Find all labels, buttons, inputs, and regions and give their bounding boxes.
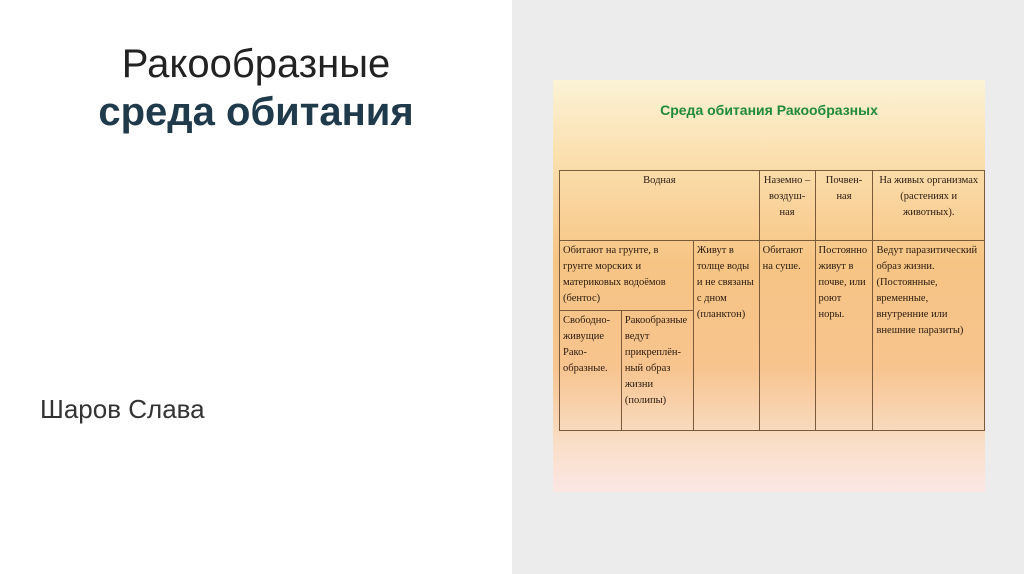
cell-soil: Постоянно живут в почве, или роют норы. (815, 241, 873, 431)
slide-title-line2: среда обитания (98, 90, 414, 134)
header-on-organisms: На живых организмах (растениях и животных). (873, 171, 985, 241)
author-name: Шаров Слава (40, 394, 205, 424)
cell-free-living: Свободно-живущие Рако-образные. (560, 311, 622, 431)
header-water: Водная (560, 171, 760, 241)
cell-parasitic: Ведут паразитический образ жизни. (Постоянные, временные, внутренние или внешние паразиты) (873, 241, 985, 431)
habitat-table (559, 170, 985, 431)
header-land-air: Наземно – воздуш-ная (759, 171, 815, 241)
cell-plankton: Живут в толще воды и не связаны с дном (планктон) (693, 241, 759, 431)
habitat-table-image (553, 80, 985, 492)
table-header-row (560, 171, 985, 241)
cell-bottom: Обитают на грунте, в грунте морских и материковых водоёмов (бентос) (560, 241, 694, 311)
cell-attached: Ракообразные ведут прикреплён-ный образ жизни (полипы) (621, 311, 693, 431)
slide-title-line1: Ракообразные (121, 42, 391, 86)
table-caption: Среда обитания Ракообразных (660, 102, 878, 118)
header-soil: Почвен-ная (815, 171, 873, 241)
cell-land-air: Обитают на суше. (759, 241, 815, 431)
slide-title (0, 40, 512, 136)
table-row (560, 241, 985, 311)
